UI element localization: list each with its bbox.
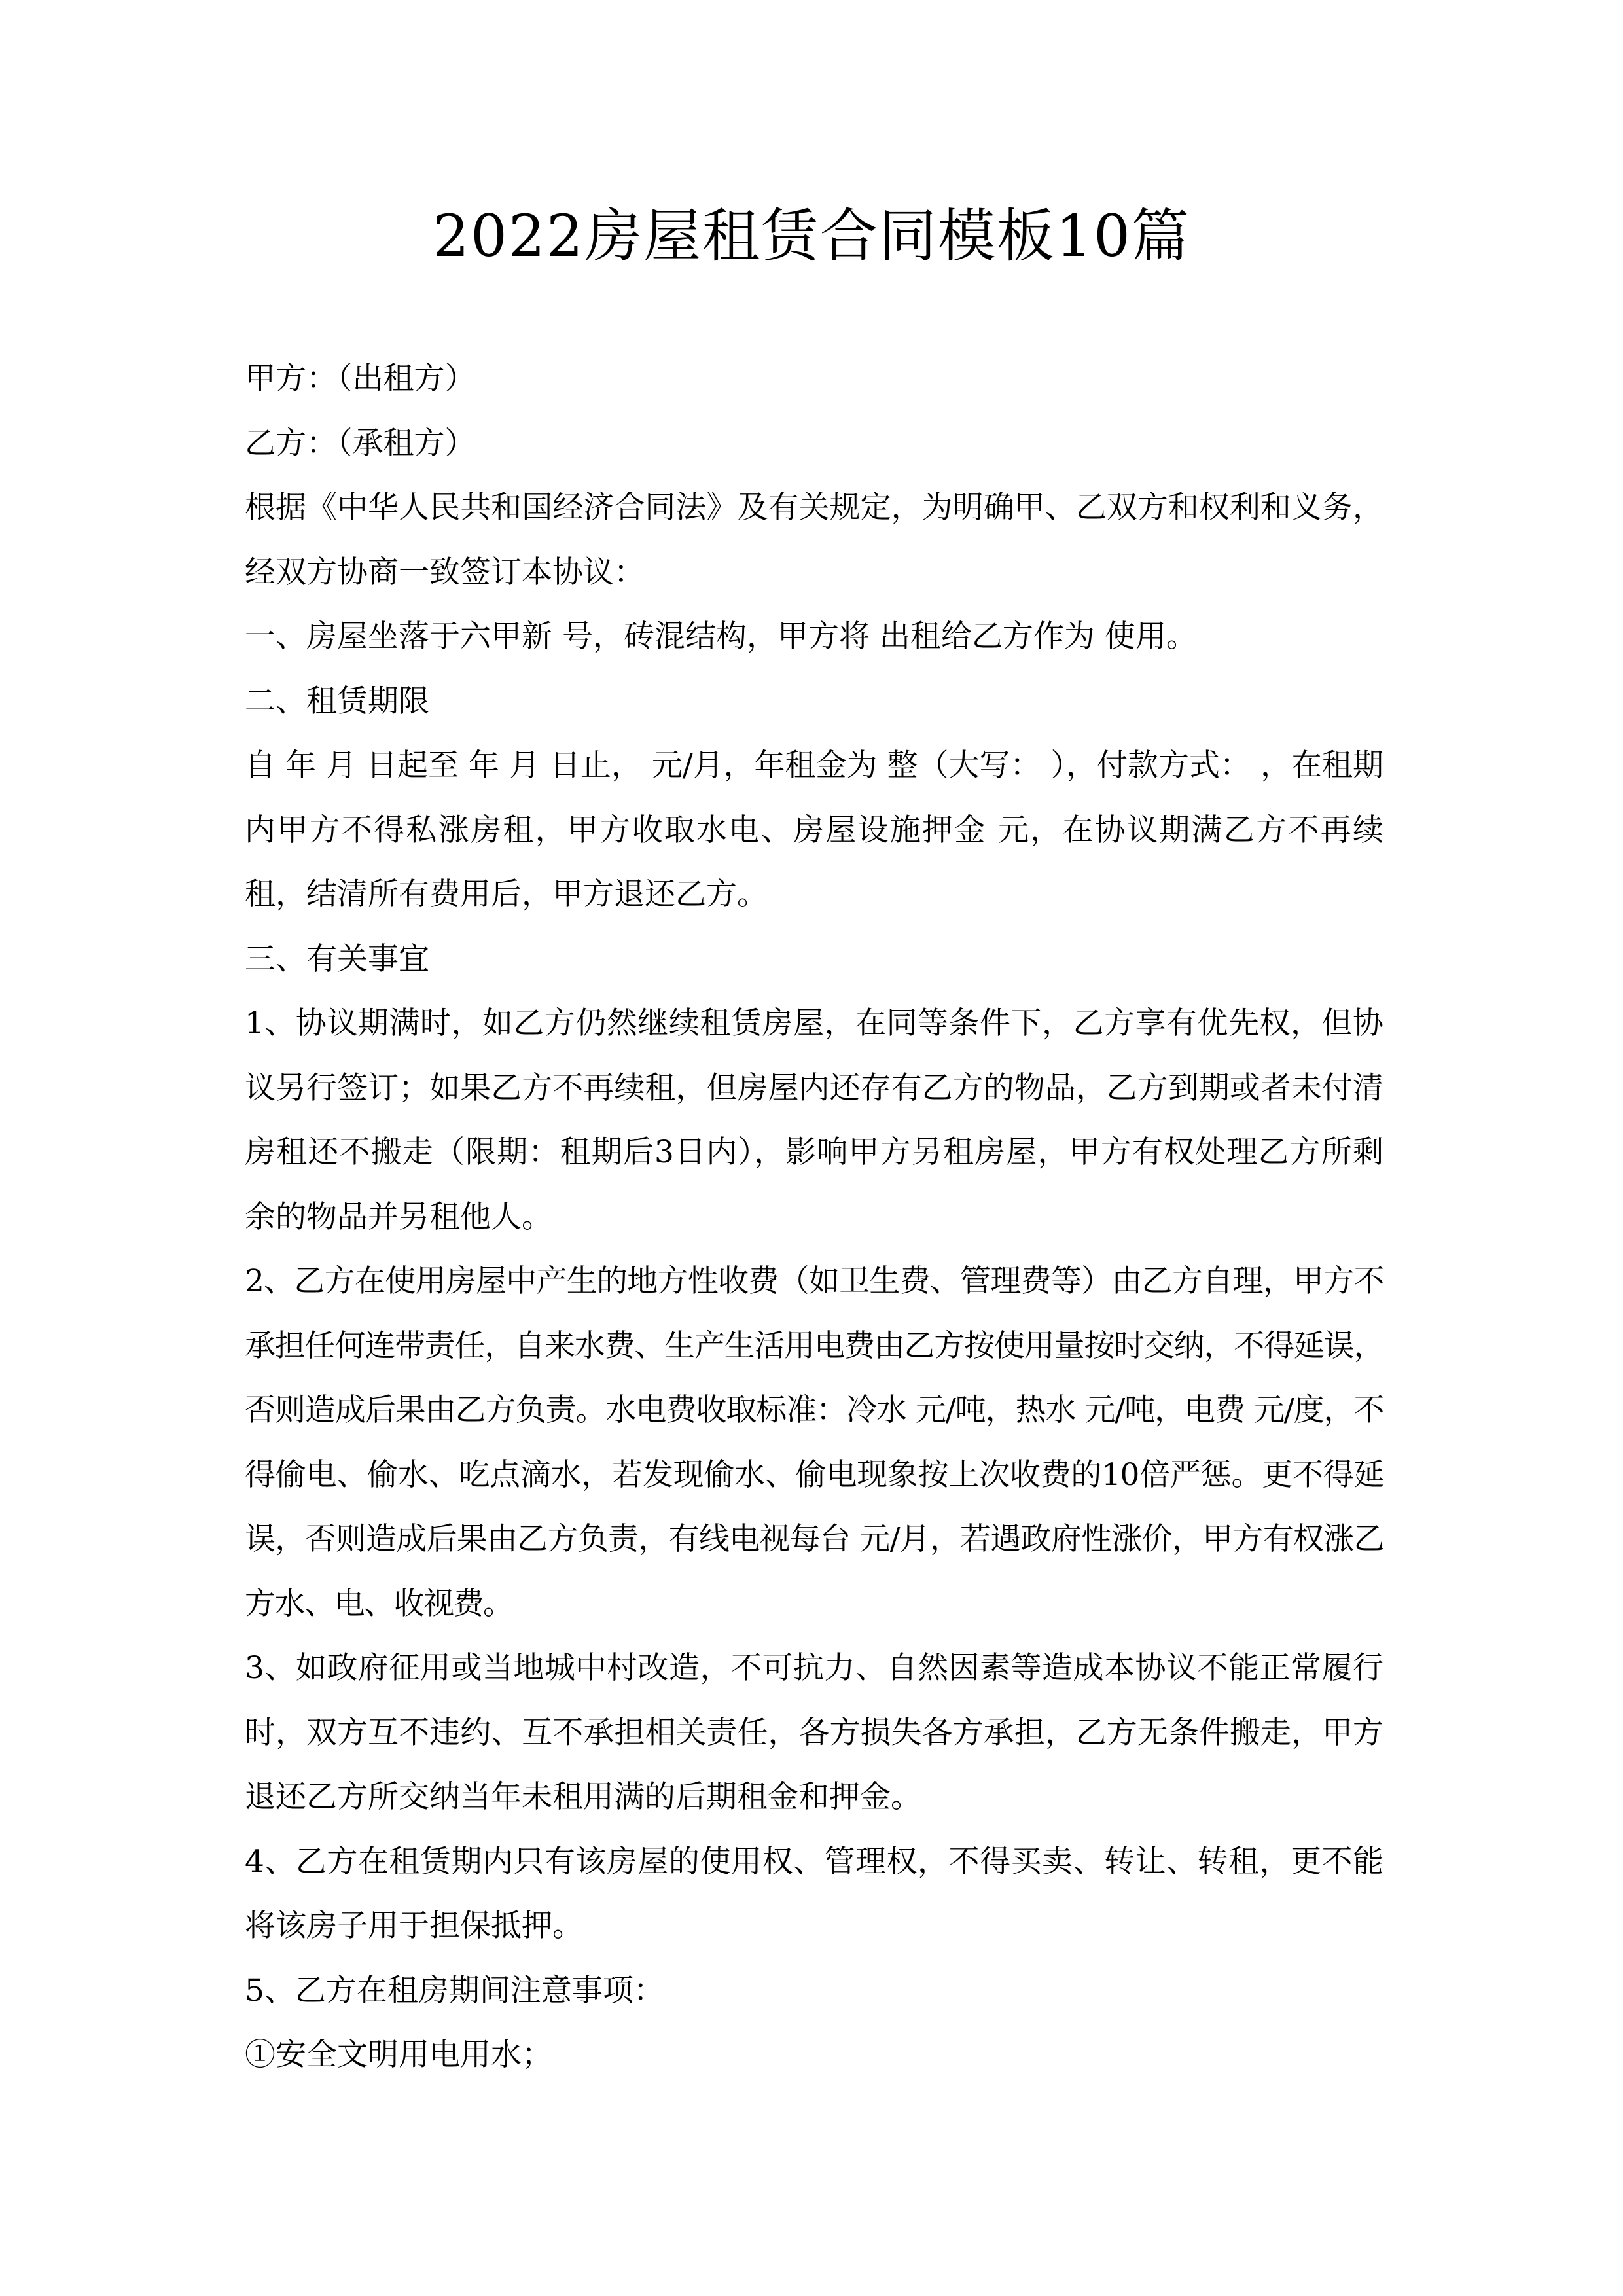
- document-title: 2022房屋租赁合同模板10篇: [433, 202, 1190, 270]
- matter-5-item-1: ①安全文明用电用水；: [245, 2037, 552, 2073]
- matter-5-heading: 5、乙方在租房期间注意事项：: [245, 1972, 664, 2009]
- matter-4-paragraph: 4、乙方在租赁期内只有该房屋的使用权、管理权，不得买卖、转让、转租，更不能将该房子用于担保抵押。: [245, 1843, 1383, 1944]
- clause-1-property: 一、房屋坐落于六甲新 号，砖混结构，甲方将 出租给乙方作为 使用。: [245, 619, 1197, 655]
- preamble-paragraph: 根据《中华人民共和国经济合同法》及有关规定，为明确甲、乙双方和权利和义务，经双方协商一致签订本协议：: [245, 490, 1383, 590]
- document-body: [245, 347, 1383, 2088]
- matter-2-paragraph: 2、乙方在使用房屋中产生的地方性收费（如卫生费、管理费等）由乙方自理，甲方不承担任何连带责任，自来水费、生产生活用电费由乙方按使用量按时交纳，不得延误，否则造成后果由乙方负责。水电费收取标准：冷水 元/吨，热水 元/吨，电费 元/度，不得偷电、偷水、吃点滴水，若发现偷水、偷电现象按上次收费的10倍严惩。更不得延误，否则造成后果由乙方负责，有线电视每台 元/月，若遇政府性涨价，甲方有权涨乙方水、电、收视费。: [245, 1263, 1383, 1622]
- matter-1-paragraph: 1、协议期满时，如乙方仍然继续租赁房屋，在同等条件下，乙方享有优先权，但协议另行签订；如果乙方不再续租，但房屋内还存有乙方的物品，乙方到期或者未付清房租还不搬走（限期：租期后3日内），影响甲方另租房屋，甲方有权处理乙方所剩余的物品并另租他人。: [245, 1005, 1383, 1235]
- party-b-line: 乙方：（承租方）: [245, 425, 476, 461]
- matter-3-paragraph: 3、如政府征用或当地城中村改造，不可抗力、自然因素等造成本协议不能正常履行时，双方互不违约、互不承担相关责任，各方损失各方承担，乙方无条件搬走，甲方退还乙方所交纳当年未租用满的后期租金和押金。: [245, 1650, 1383, 1815]
- clause-3-heading: 三、有关事宜: [245, 941, 429, 977]
- party-a-line: 甲方：（出租方）: [245, 361, 476, 397]
- lease-term-paragraph: 自 年 月 日起至 年 月 日止， 元/月，年租金为 整（大写： ），付款方式： ，在租期内甲方不得私涨房租，甲方收取水电、房屋设施押金 元，在协议期满乙方不再续租，结清所有费用后，甲方退还乙方。: [245, 747, 1383, 912]
- clause-2-heading: 二、租赁期限: [245, 683, 429, 719]
